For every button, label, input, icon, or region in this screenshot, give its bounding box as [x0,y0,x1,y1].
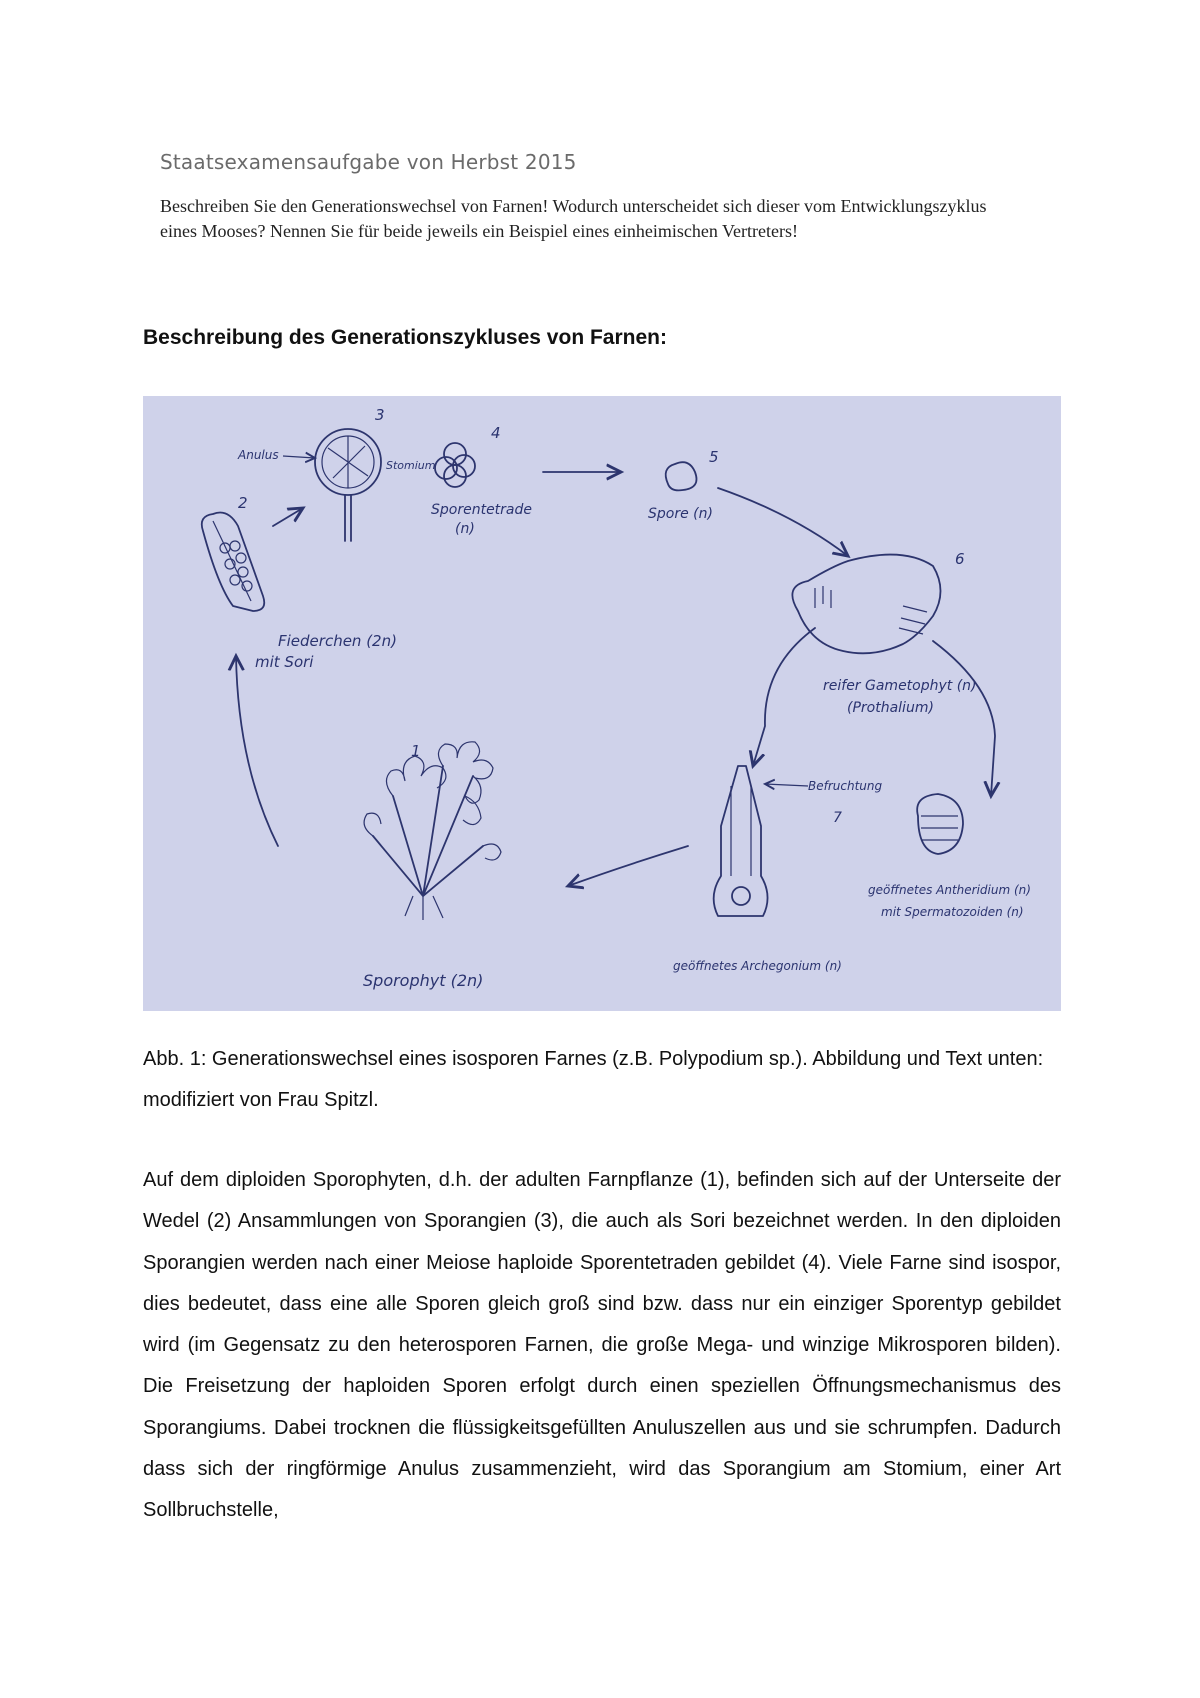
figure-caption: Abb. 1: Generationswechsel eines isosporen Farnes (z.B. Polypodium sp.). Abbildung und Text unten: modifiziert von Frau Spitzl. [143,1048,1044,1111]
fern-life-cycle-figure [143,396,1061,1011]
spore-label: Spore (n) [648,506,713,522]
gametophyte-label: reifer Gametophyt (n) [823,678,977,694]
spore-tetrad-drawing [435,443,475,487]
pinnule-drawing [202,513,265,612]
section-heading: Beschreibung des Generationszykluses von Farnen: [143,326,667,349]
exam-header: Staatsexamensaufgabe von Herbst 2015 [160,150,577,174]
antheridium-label: geöffnetes Antheridium (n) [868,883,1031,897]
archegonium-label: geöffnetes Archegonium (n) [673,959,842,973]
sporangium-drawing [315,429,381,541]
exam-task-text: Beschreiben Sie den Generationswechsel von Farnen! Wodurch unterscheidet sich dieser vom Entwicklungszyklus eines Mooses? Nennen Sie für beide jeweils ein Beispiel eines einheimischen Vertreters! [160,196,987,241]
anulus-label: Anulus [238,448,279,462]
sporophyte-label: Sporophyt (2n) [363,971,484,990]
spermatozoiden-label: mit Spermatozoiden (n) [881,905,1024,919]
fiederchen-sori-label: mit Sori [255,653,314,671]
fiederchen-label: Fiederchen (2n) [278,632,397,650]
gametophyte-drawing [792,555,940,654]
sporentetrade-ploidy-label: (n) [455,521,475,537]
stage-number-6: 6 [955,550,965,568]
stage-number-1: 1 [411,742,421,760]
sporentetrade-label: Sporentetrade [431,502,533,518]
sporophyte-drawing [364,742,501,920]
befruchtung-label: Befruchtung [808,779,883,793]
spore-drawing [666,462,697,490]
prothalium-label: (Prothalium) [847,700,934,716]
archegonium-drawing [714,766,768,916]
stage-number-4: 4 [491,424,501,442]
stage-number-5: 5 [709,448,719,466]
stage-number-2: 2 [238,494,248,512]
fern-life-cycle-drawing [143,396,1061,1011]
stomium-label: Stomium [386,459,436,472]
antheridium-drawing [917,794,963,854]
stage-number-3: 3 [375,406,385,424]
stage-number-7: 7 [833,810,842,826]
body-paragraph: Auf dem diploiden Sporophyten, d.h. der adulten Farnpflanze (1), befinden sich auf der Unterseite der Wedel (2) Ansammlungen von Sporangien (3), die auch als Sori bezeichnet werden. In den diploiden Sporangien werden nach einer Meiose haploide Sporentetraden gebildet (4). Viele Farne sind isospor, dies bedeutet, dass eine alle Sporen gleich groß sind bzw. dass nur ein einziger Sporentyp gebildet wird (im Gegensatz zu den heterosporen Farnen, die große Mega- und winzige Mikrosporen bilden). Die Freisetzung der haploiden Sporen erfolgt durch einen speziellen Öffnungsmechanismus des Sporangiums. Dabei trocknen die flüssigkeitsgefüllten Anuluszellen aus und sie schrumpfen. Dadurch dass sich der ringförmige Anulus zusammenzieht, wird das Sporangium am Stomium, einer Art Sollbruchstelle, [143,1169,1061,1522]
